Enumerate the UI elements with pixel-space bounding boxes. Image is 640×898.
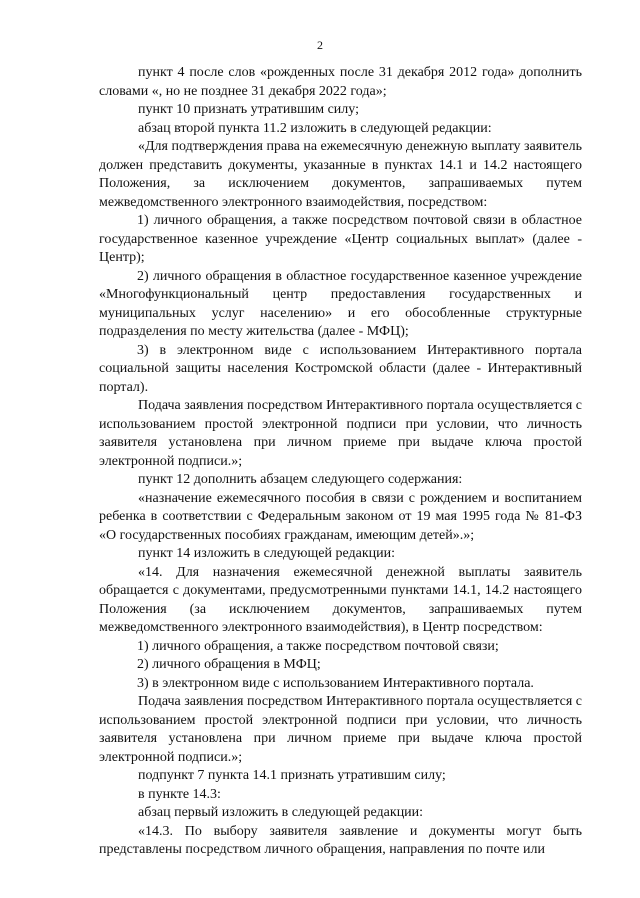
- list-item: 3) в электронном виде с использованием Интерактивного портала социальной защиты населения Костромской области (далее - Интерактивный портал).: [99, 342, 582, 395]
- paragraph: пункт 10 признать утратившим силу;: [138, 102, 359, 117]
- paragraph: «назначение ежемесячного пособия в связи с рождением и воспитанием ребенка в соответствии с Федеральным законом от 19 мая 1995 года № 81-ФЗ «О государственных пособиях гражданам, имеющим детей».»;: [99, 490, 582, 543]
- paragraph: абзац второй пункта 11.2 изложить в следующей редакции:: [138, 120, 492, 136]
- paragraph: «14. Для назначения ежемесячной денежной выплаты заявитель обращается с документами, предусмотренными пунктами 14.1, 14.2 настоящего Положения (за исключением документов, запрашиваемых путем межведомственного электронного взаимодействия), в Центр посредством:: [99, 564, 582, 635]
- document-body: [99, 64, 582, 860]
- paragraph: пункт 14 изложить в следующей редакции:: [138, 546, 395, 561]
- paragraph: в пункте 14.3:: [138, 786, 221, 802]
- paragraph: Подача заявления посредством Интерактивного портала осуществляется с использованием простой электронной подписи при условии, что личность заявителя установлена при личном приеме при выдаче ключа простой электронной подписи.»;: [99, 694, 582, 765]
- list-item: 1) личного обращения, а также посредством почтовой связи в областное государственное казенное учреждение «Центр социальных выплат» (далее - Центр);: [99, 213, 582, 265]
- paragraph: пункт 4 после слов «рожденных после 31 декабря 2012 года» дополнить словами «, но не позднее 31 декабря 2022 года»;: [99, 65, 582, 99]
- page-number: 2: [317, 38, 323, 52]
- paragraph: «14.3. По выбору заявителя заявление и документы могут быть представлены посредством личного обращения, направления по почте или: [99, 823, 582, 857]
- paragraph: пункт 12 дополнить абзацем следующего содержания:: [138, 472, 463, 487]
- list-item: 2) личного обращения в областное государственное казенное учреждение «Многофункциональный центр предоставления государственных и муниципальных услуг населению» и его обособленные структурные подразделения по месту жительства (далее - МФЦ);: [99, 268, 582, 339]
- list-item: 3) в электронном виде с использованием Интерактивного портала.: [137, 675, 534, 691]
- list-item: 2) личного обращения в МФЦ;: [137, 657, 321, 672]
- paragraph: Подача заявления посредством Интерактивного портала осуществляется с использованием простой электронной подписи при условии, что личность заявителя установлена при личном приеме при выдаче ключа простой электронной подписи.»;: [99, 398, 582, 469]
- paragraph: подпункт 7 пункта 14.1 признать утратившим силу;: [138, 768, 446, 783]
- paragraph: «Для подтверждения права на ежемесячную денежную выплату заявитель должен представить документы, указанные в пунктах 14.1 и 14.2 настоящего Положения, за исключением документов, запрашиваемых путем межведомственного электронного взаимодействия, посредством:: [99, 139, 582, 210]
- list-item: 1) личного обращения, а также посредством почтовой связи;: [137, 638, 499, 654]
- paragraph: абзац первый изложить в следующей редакции:: [138, 805, 424, 820]
